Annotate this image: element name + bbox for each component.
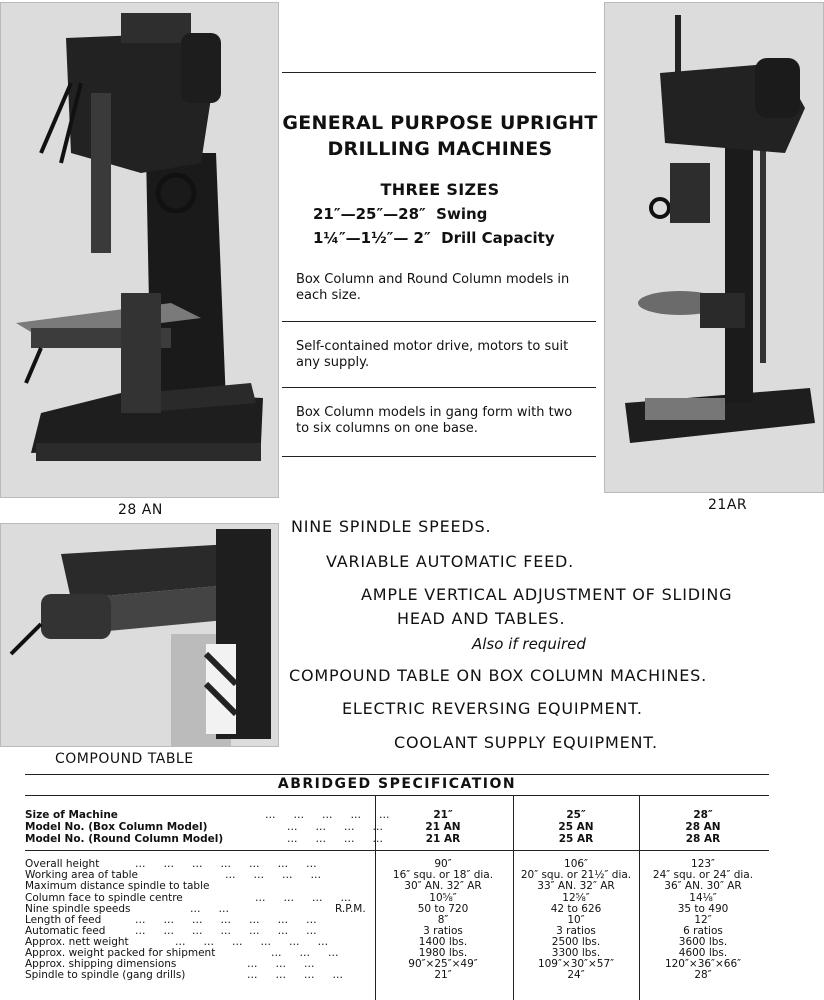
spec-head-c1-ar: 21 AR <box>425 833 461 845</box>
spec-divider-2 <box>513 795 514 1000</box>
spec-row-dots: … … … … … … … <box>135 858 319 870</box>
spec-cell: 123″ <box>691 858 715 870</box>
spec-cell: 20″ squ. or 21½″ dia. <box>520 869 632 881</box>
spec-rule-under-title <box>25 795 769 796</box>
spec-head-c3-an: 28 AN <box>685 821 721 833</box>
spec-head-c3-size: 28″ <box>693 809 713 821</box>
photo-28an <box>0 2 279 498</box>
spec-cell: 10⅝″ <box>429 892 457 904</box>
spec-row-dots: … … … … <box>255 892 354 904</box>
spec-cell: 50 to 720 <box>417 903 469 915</box>
spec-cell: 35 to 490 <box>677 903 729 915</box>
spec-row-label: Maximum distance spindle to table <box>25 880 210 892</box>
spec-head-dots-1: … … … … … <box>265 809 392 821</box>
spec-rule-top <box>25 774 769 775</box>
spec-row-label: Length of feed <box>25 914 102 926</box>
spec-cell: 106″ <box>564 858 588 870</box>
spec-cell: 16″ squ. or 18″ dia. <box>392 869 494 881</box>
rule-3 <box>282 456 596 457</box>
compound-table-illustration <box>1 524 278 746</box>
spec-cell: 42 to 626 <box>550 903 602 915</box>
spec-head-c1-an: 21 AN <box>425 821 461 833</box>
spec-cell: 12″ <box>694 914 712 926</box>
spec-head-size: Size of Machine <box>25 809 118 821</box>
blurb-columns: Box Column and Round Column models in each size. <box>296 272 570 303</box>
spec-row-label: Approx. weight packed for shipment <box>25 947 216 959</box>
spec-row-dots: … … <box>190 903 232 915</box>
spec-row-dots: … … … <box>247 958 317 970</box>
sizes-heading: THREE SIZES <box>380 180 500 199</box>
spec-row-label: Overall height <box>25 858 100 870</box>
blurb-motor: Self-contained motor drive, motors to suit any supply. <box>296 339 569 370</box>
caption-28an: 28 AN <box>118 502 163 518</box>
spec-head-dots-2: … … … … <box>287 821 386 833</box>
spec-cell: 36″ AN. 30″ AR <box>664 880 742 892</box>
spec-head-c2-an: 25 AN <box>558 821 594 833</box>
blurb-gang: Box Column models in gang form with two to six columns on one base. <box>296 405 573 436</box>
spec-row-label: Approx. shipping dimensions <box>25 958 177 970</box>
spec-cell: 12⅝″ <box>562 892 590 904</box>
spec-divider-3 <box>639 795 640 1000</box>
spec-cell: 14⅛″ <box>689 892 717 904</box>
spec-row-label: Automatic feed <box>25 925 106 937</box>
spec-head-c2-ar: 25 AR <box>558 833 594 845</box>
spec-rule-under-header <box>25 850 769 851</box>
feature-electric-reversing: ELECTRIC REVERSING EQUIPMENT. <box>342 699 643 718</box>
feature-compound-table: COMPOUND TABLE ON BOX COLUMN MACHINES. <box>289 666 707 685</box>
drill-press-21ar-illustration <box>605 3 823 492</box>
spec-cell: 21″ <box>434 969 452 981</box>
spec-cell: 2500 lbs. <box>551 936 601 948</box>
spec-cell: 120″×36″×66″ <box>664 958 742 970</box>
spec-cell: 1980 lbs. <box>418 947 468 959</box>
spec-cell: 3 ratios <box>556 925 596 937</box>
spec-row-dots: … … … … … … … <box>135 925 319 937</box>
spec-row-label: Spindle to spindle (gang drills) <box>25 969 186 981</box>
spec-cell: 30″ AN. 32″ AR <box>404 880 482 892</box>
drill-press-28an-illustration <box>1 3 278 497</box>
rule-top <box>282 72 596 73</box>
spec-cell: 33″ AN. 32″ AR <box>537 880 615 892</box>
sizes-swing: 21″—25″—28″ Swing <box>313 205 488 223</box>
spec-cell: 28″ <box>694 969 712 981</box>
caption-compound-table: COMPOUND TABLE <box>55 751 194 767</box>
spec-row-dots: … … … … <box>247 969 346 981</box>
feature-vertical-adjustment: AMPLE VERTICAL ADJUSTMENT OF SLIDING <box>361 585 733 604</box>
spec-cell: 8″ <box>437 914 449 926</box>
spec-row-dots: … … … … … … … <box>135 914 319 926</box>
feature-coolant-supply: COOLANT SUPPLY EQUIPMENT. <box>394 733 658 752</box>
spec-cell: 6 ratios <box>683 925 723 937</box>
spec-spindle-rpm: R.P.M. <box>335 903 366 915</box>
sizes-capacity: 1¼″—1½″— 2″ Drill Capacity <box>313 229 555 247</box>
spec-cell: 90″×25″×49″ <box>408 958 478 970</box>
spec-row-label: Column face to spindle centre <box>25 892 183 904</box>
spec-head-c3-ar: 28 AR <box>685 833 721 845</box>
spec-row-label: Approx. nett weight <box>25 936 129 948</box>
spec-cell: 3 ratios <box>423 925 463 937</box>
spec-row-label: Working area of table <box>25 869 138 881</box>
photo-compound-table <box>0 523 279 747</box>
spec-head-c1-size: 21″ <box>433 809 453 821</box>
title-line1: GENERAL PURPOSE UPRIGHT <box>282 112 598 134</box>
spec-cell: 1400 lbs. <box>418 936 468 948</box>
feature-automatic-feed: VARIABLE AUTOMATIC FEED. <box>326 552 575 571</box>
rule-1 <box>282 321 596 322</box>
spec-cell: 24″ <box>567 969 585 981</box>
spec-cell: 90″ <box>434 858 452 870</box>
spec-title: ABRIDGED SPECIFICATION <box>277 776 517 792</box>
spec-head-c2-size: 25″ <box>566 809 586 821</box>
title-line2: DRILLING MACHINES <box>327 138 553 160</box>
feature-vertical-adjustment-cont: HEAD AND TABLES. <box>397 609 566 628</box>
spec-cell: 3600 lbs. <box>678 936 728 948</box>
spec-row-dots: … … … … <box>225 869 324 881</box>
spec-row-label: Nine spindle speeds <box>25 903 131 915</box>
spec-head-round-model: Model No. (Round Column Model) <box>25 833 224 845</box>
photo-21ar <box>604 2 824 493</box>
caption-21ar: 21AR <box>708 497 748 513</box>
rule-2 <box>282 387 596 388</box>
feature-spindle-speeds: NINE SPINDLE SPEEDS. <box>291 517 492 536</box>
spec-cell: 3300 lbs. <box>551 947 601 959</box>
spec-row-dots: … … … … … … <box>175 936 331 948</box>
spec-cell: 24″ squ. or 24″ dia. <box>652 869 754 881</box>
also-if-required: Also if required <box>472 635 586 653</box>
spec-cell: 4600 lbs. <box>678 947 728 959</box>
spec-row-dots: … … … <box>271 947 341 959</box>
spec-head-box-model: Model No. (Box Column Model) <box>25 821 208 833</box>
spec-cell: 109″×30″×57″ <box>537 958 615 970</box>
spec-cell: 10″ <box>567 914 585 926</box>
spec-head-dots-3: … … … … <box>287 833 386 845</box>
